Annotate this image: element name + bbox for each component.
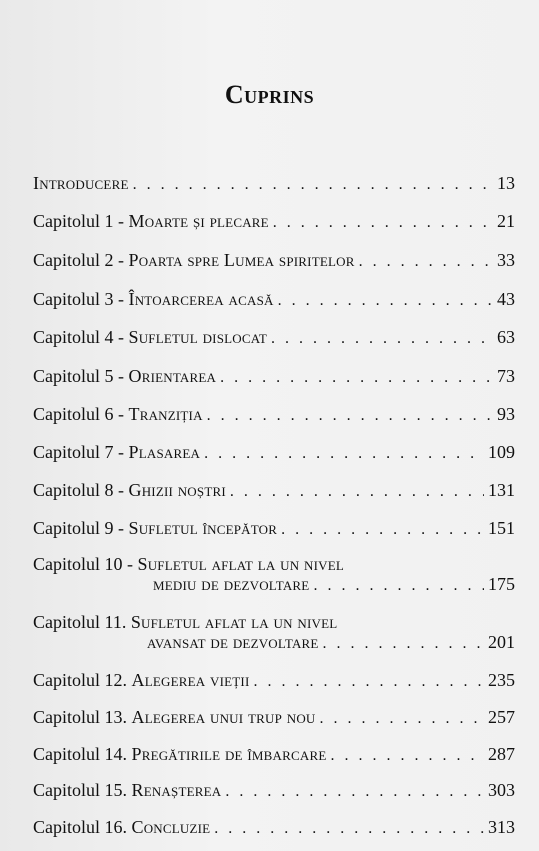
dot-leader	[225, 781, 484, 803]
chapter-title-line2: mediu de dezvoltare	[153, 574, 310, 594]
chapter-title: Sufletul începător	[128, 518, 278, 538]
chapter-title: Întoarcerea acasă	[128, 289, 274, 309]
toc-entry	[33, 553, 515, 575]
chapter-number: Capitolul 5	[33, 366, 114, 386]
dot-leader	[281, 519, 484, 541]
toc-entry	[33, 172, 515, 196]
chapter-separator: -	[113, 518, 129, 538]
dot-leader	[273, 212, 493, 234]
chapter-title-line2: avansat de dezvoltare	[147, 632, 319, 652]
chapter-number: Capitolul 4	[33, 327, 114, 347]
toc-entry	[33, 779, 515, 803]
chapter-separator: -	[113, 250, 129, 270]
dot-leader	[323, 633, 484, 655]
page-number: 151	[488, 518, 515, 538]
page-number: 175	[488, 574, 515, 594]
chapter-number: Capitolul 11.	[33, 612, 127, 632]
toc-entry	[33, 288, 515, 312]
chapter-title: Ghizii noștri	[128, 480, 226, 500]
chapter-title: Sufletul aflat la un nivel	[137, 554, 345, 574]
chapter-separator: -	[122, 554, 138, 574]
page-number: 73	[497, 366, 515, 386]
page-number: 109	[488, 442, 515, 462]
toc-entry	[33, 479, 515, 503]
page-number: 235	[488, 670, 515, 690]
chapter-number: Capitolul 9	[33, 518, 114, 538]
toc-entry	[33, 210, 515, 234]
chapter-number: Capitolul 7	[33, 442, 114, 462]
chapter-separator: -	[113, 289, 129, 309]
chapter-title: Alegerea vieții	[131, 670, 250, 690]
dot-leader	[278, 290, 493, 312]
chapter-number: Capitolul 1	[33, 211, 114, 231]
toc-entry-continuation	[33, 631, 515, 655]
toc-entry	[33, 669, 515, 693]
chapter-separator: -	[113, 404, 129, 424]
dot-leader	[230, 481, 484, 503]
chapter-separator: -	[113, 366, 129, 386]
toc-entry-continuation	[33, 573, 515, 597]
chapter-number: Capitolul 8	[33, 480, 114, 500]
page-number: 21	[497, 211, 515, 231]
page-number: 63	[497, 327, 515, 347]
chapter-number: Capitolul 10	[33, 554, 123, 574]
chapter-separator: -	[113, 442, 129, 462]
toc-entry	[33, 365, 515, 389]
toc-entry	[33, 816, 515, 840]
chapter-number: Capitolul 6	[33, 404, 114, 424]
toc-entry	[33, 517, 515, 541]
page-number: 33	[497, 250, 515, 270]
chapter-title: Concluzie	[131, 817, 211, 837]
dot-leader	[271, 328, 493, 350]
dot-leader	[359, 251, 493, 273]
toc-entry	[33, 403, 515, 427]
chapter-number: Capitolul 14.	[33, 744, 127, 764]
page-number: 257	[488, 707, 515, 727]
chapter-separator: -	[113, 480, 129, 500]
chapter-title: Plasarea	[128, 442, 201, 462]
dot-leader	[133, 174, 493, 196]
dot-leader	[320, 708, 485, 730]
dot-leader	[207, 405, 493, 427]
toc-entry	[33, 706, 515, 730]
chapter-title: Introducere	[33, 173, 129, 193]
chapter-number: Capitolul 15.	[33, 780, 127, 800]
chapter-number: Capitolul 13.	[33, 707, 127, 727]
page-number: 131	[488, 480, 515, 500]
page-number: 303	[488, 780, 515, 800]
chapter-separator: -	[113, 327, 129, 347]
chapter-title: Tranziția	[128, 404, 203, 424]
dot-leader	[330, 745, 484, 767]
chapter-title: Orientarea	[128, 366, 217, 386]
toc-entry	[33, 326, 515, 350]
dot-leader	[313, 575, 484, 597]
toc-entry	[33, 611, 515, 633]
dot-leader	[214, 818, 484, 840]
dot-leader	[204, 443, 484, 465]
dot-leader	[253, 671, 484, 693]
toc-entry	[33, 743, 515, 767]
page-number: 43	[497, 289, 515, 309]
chapter-title: Sufletul aflat la un nivel	[130, 612, 338, 632]
page-number: 313	[488, 817, 515, 837]
chapter-number: Capitolul 2	[33, 250, 114, 270]
page-number: 287	[488, 744, 515, 764]
chapter-title: Alegerea unui trup nou	[131, 707, 316, 727]
page-number: 13	[497, 173, 515, 193]
page-number: 93	[497, 404, 515, 424]
chapter-title: Sufletul dislocat	[128, 327, 268, 347]
chapter-title: Renașterea	[131, 780, 222, 800]
chapter-title: Pregătirile de îmbarcare	[131, 744, 327, 764]
chapter-number: Capitolul 3	[33, 289, 114, 309]
dot-leader	[220, 367, 493, 389]
chapter-title: Moarte și plecare	[128, 211, 269, 231]
chapter-title: Poarta spre Lumea spiritelor	[128, 250, 355, 270]
toc-entry	[33, 249, 515, 273]
page-number: 201	[488, 632, 515, 652]
chapter-number: Capitolul 12.	[33, 670, 127, 690]
chapter-number: Capitolul 16.	[33, 817, 127, 837]
page-title: Cuprins	[224, 80, 315, 109]
chapter-separator: -	[113, 211, 129, 231]
toc-entry	[33, 441, 515, 465]
